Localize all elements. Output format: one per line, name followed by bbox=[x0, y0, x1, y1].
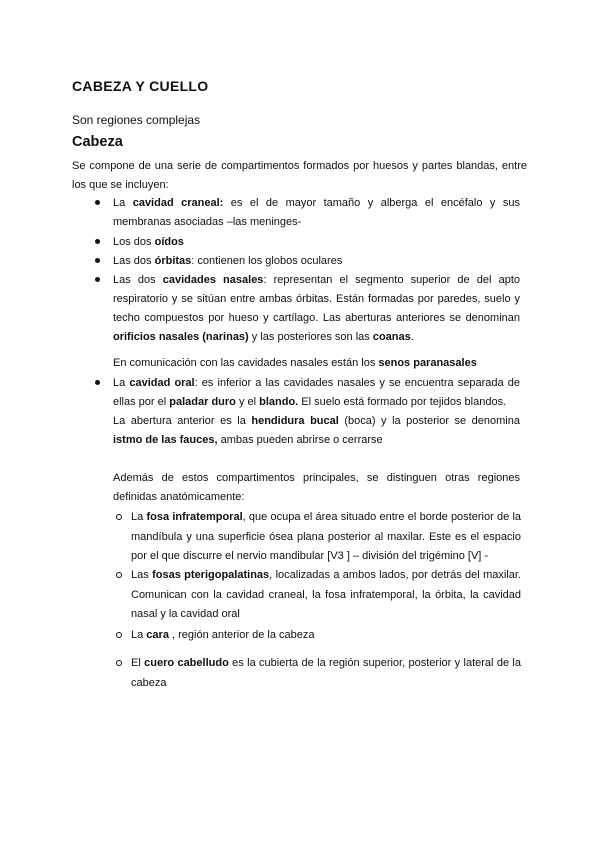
cavidad-oral-continuation: La abertura anterior es la hendidura bucal (boca) y la posterior se denomina istmo de las fauces, ambas pueden abrirse o cerrarse bbox=[113, 415, 520, 446]
circle-bullet-icon bbox=[116, 660, 122, 666]
intro-paragraph: Se compone de una serie de compartimentos formados por huesos y partes blandas, entre los que se incluyen: bbox=[72, 160, 527, 191]
list-item-orbitas: Las dos órbitas: contienen los globos oculares bbox=[113, 255, 343, 267]
list-item-fosa-infratemporal: La fosa infratemporal, que ocupa el área situado entre el borde posterior de la mandíbula y una superficie ósea plana posterior al maxilar. Este es el espacio por el que discurre el nervio mandibular [V3 ] – división del trigémino [V] - bbox=[131, 511, 522, 562]
subtitle: Son regiones complejas bbox=[72, 113, 201, 127]
ademas-paragraph: Además de estos compartimentos principales, se distinguen otras regiones definidas anatómicamente: bbox=[113, 472, 520, 503]
list-item-oidos: Los dos oídos bbox=[113, 236, 184, 248]
list-item-cara: La cara , región anterior de la cabeza bbox=[131, 629, 315, 641]
bullet-icon bbox=[95, 239, 100, 244]
section-heading: Cabeza bbox=[72, 134, 123, 150]
list-item-cuero-cabelludo: El cuero cabelludo es la cubierta de la región superior, posterior y lateral de la cabeza bbox=[131, 657, 521, 689]
bullet-icon bbox=[95, 380, 100, 385]
circle-bullet-icon bbox=[116, 632, 122, 638]
list-item-cavidad-oral: La cavidad oral: es inferior a las cavidades nasales y se encuentra separada de ellas por el paladar duro y el blando. El suelo está formado por tejidos blandos. bbox=[113, 377, 520, 408]
list-item-cavidad-craneal: La cavidad craneal: es el de mayor tamaño y alberga el encéfalo y sus membranas asociadas –las meninges- bbox=[113, 197, 521, 228]
list-item-cavidades-nasales: Las dos cavidades nasales: representan el segmento superior de del apto respiratorio y se sitúan entre ambas órbitas. Están formadas por paredes, suelo y techo compuestos por hueso y cartílago. Las aberturas anteriores se denominan orificios nasales (narinas) y las posteriores son las coanas. bbox=[113, 274, 521, 343]
circle-bullet-icon bbox=[116, 514, 122, 520]
circle-bullet-icon bbox=[116, 572, 122, 578]
bullet-icon bbox=[95, 258, 100, 263]
page-title: CABEZA Y CUELLO bbox=[72, 78, 209, 94]
senos-paragraph: En comunicación con las cavidades nasales están los senos paranasales bbox=[113, 357, 477, 369]
bullet-icon bbox=[95, 277, 100, 282]
bullet-icon bbox=[95, 200, 100, 205]
list-item-fosas-pterigopalatinas: Las fosas pterigopalatinas, localizadas a ambos lados, por detrás del maxilar. Comunican con la cavidad craneal, la fosa infratemporal, la órbita, la cavidad nasal y la cavidad oral bbox=[131, 569, 521, 620]
